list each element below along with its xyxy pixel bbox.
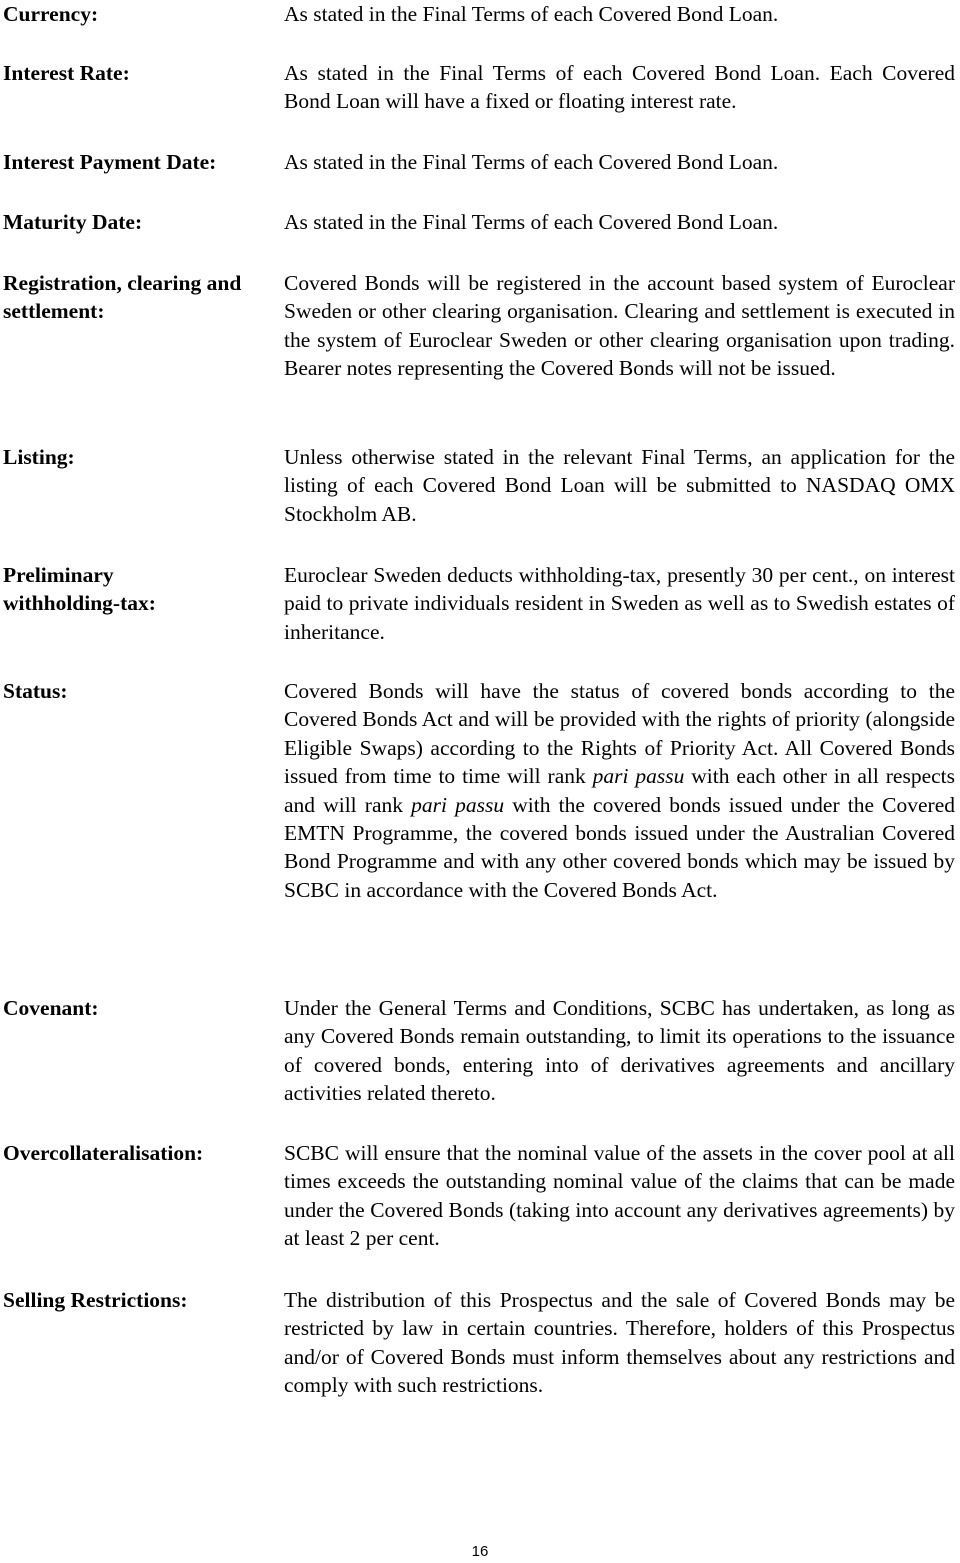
term-label: Registration, clearing and settlement: [3, 271, 242, 324]
term-text: SCBC will ensure that the nominal value of the assets in the cover pool at all times exceeds the outstanding nominal value of the claims that can be made under the Covered Bonds (taking into account any derivatives agreements) by at least 2 per cent. [284, 1141, 955, 1251]
term-value [284, 148, 955, 176]
term-value [284, 994, 955, 1108]
term-text: Under the General Terms and Conditions, SCBC has undertaken, as long as any Covered Bonds remain outstanding, to limit its operations to the issuance of covered bonds, entering into of derivatives agreements and ancillary activities related thereto. [284, 996, 955, 1106]
term-value [284, 269, 955, 383]
status-italic-pari-passu-2: pari passu [411, 792, 505, 817]
term-text [284, 677, 955, 904]
term-text: As stated in the Final Terms of each Covered Bond Loan. Each Covered Bond Loan will have a fixed or floating interest rate. [284, 61, 955, 114]
term-label: Status: [3, 679, 68, 703]
term-text: As stated in the Final Terms of each Covered Bond Loan. [284, 150, 779, 174]
term-label: Interest Rate: [3, 61, 130, 85]
status-text-part-1: Covered Bonds will have the status of covered bonds according to the Covered Bonds Act and will be provided with the rights of priority (alongside Eligible Swaps) according to the Rights of Priority Act. All Covered Bonds issued from time to time will rank [284, 679, 955, 789]
term-value [284, 59, 955, 116]
term-label: Currency: [3, 2, 99, 26]
term-text: As stated in the Final Terms of each Covered Bond Loan. [284, 210, 779, 234]
term-text: Unless otherwise stated in the relevant Final Terms, an application for the listing of each Covered Bond Loan will be submitted to NASDAQ OMX Stockholm AB. [284, 445, 955, 526]
term-value [284, 1139, 955, 1253]
term-label: Maturity Date: [3, 210, 143, 234]
term-text: Euroclear Sweden deducts withholding-tax, presently 30 per cent., on interest paid to private individuals resident in Sweden as well as to Swedish estates of inheritance. [284, 563, 955, 644]
term-label: Covenant: [3, 996, 99, 1020]
term-value [284, 1286, 955, 1400]
page-number: 16 [471, 1543, 489, 1560]
term-value [284, 561, 955, 646]
term-value [284, 443, 955, 528]
status-italic-pari-passu-1: pari passu [592, 764, 685, 789]
term-label: Preliminary withholding-tax: [3, 563, 156, 616]
term-text: Covered Bonds will be registered in the account based system of Euroclear Sweden or other clearing organisation. Clearing and settlement is executed in the system of Euroclear Sweden or other clearing organisation upon trading. Bearer notes representing the Covered Bonds will not be issued. [284, 271, 955, 381]
term-label: Listing: [3, 445, 75, 469]
term-label: Overcollateralisation: [3, 1141, 204, 1165]
term-label: Interest Payment Date: [3, 150, 217, 174]
status-text-part-3: with the covered bonds issued under the Covered EMTN Programme, the covered bonds issued under the Australian Covered Bond Programme and with any other covered bonds which may be issued by SCBC in accordance with the Covered Bonds Act. [284, 792, 956, 902]
term-value [284, 677, 955, 904]
term-text: As stated in the Final Terms of each Covered Bond Loan. [284, 2, 779, 26]
term-value [284, 208, 955, 236]
term-value [284, 0, 955, 28]
status-text-part-2: with each other in all respects and will rank [284, 764, 956, 817]
term-label: Selling Restrictions: [3, 1288, 188, 1312]
term-text: The distribution of this Prospectus and the sale of Covered Bonds may be restricted by law in certain countries. Therefore, holders of this Prospectus and/or of Covered Bonds must inform themselves about any restrictions and comply with such restrictions. [284, 1288, 955, 1398]
